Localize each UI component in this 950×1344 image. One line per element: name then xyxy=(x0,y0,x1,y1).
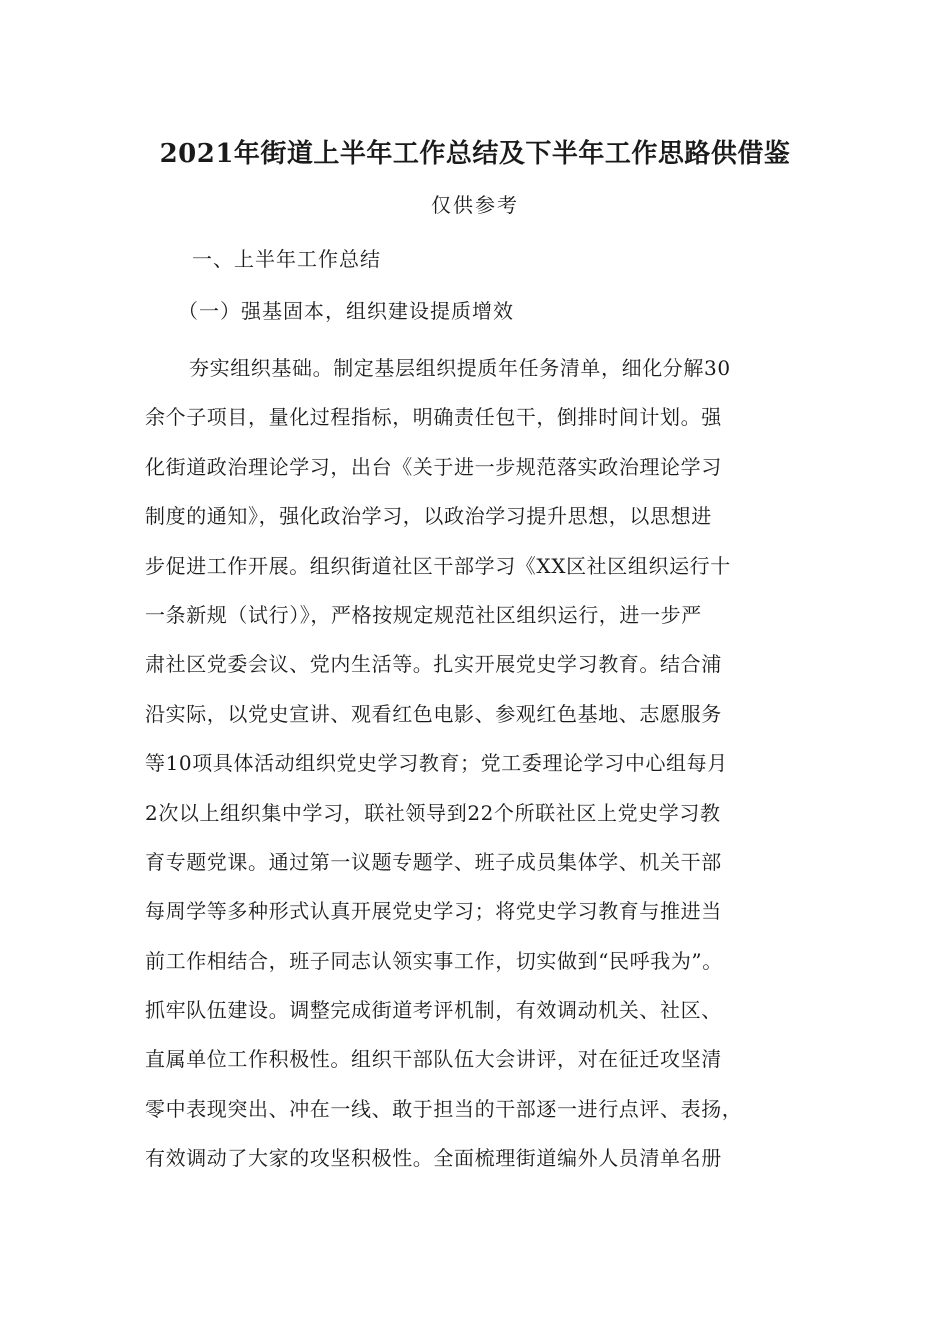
text-line: 沿实际，以党史宣讲、观看红色电影、参观红色基地、志愿服务 xyxy=(145,701,722,726)
text-line: 夯实组织基础。制定基层组织提质年任务清单，细化分解30 xyxy=(189,356,731,380)
body-text xyxy=(145,348,815,1188)
text-line: 2次以上组织集中学习，联社领导到22个所联社区上党史学习教 xyxy=(145,800,721,825)
text-line: 前工作相结合，班子同志认领实事工作，切实做到“民呼我为”。 xyxy=(145,948,723,973)
text-line: 有效调动了大家的攻坚积极性。全面梳理街道编外人员清单名册 xyxy=(145,1146,722,1171)
text-line: 肃社区党委会议、党内生活等。扎实开展党史学习教育。结合浦 xyxy=(145,652,722,677)
text-line: 制度的通知》，强化政治学习，以政治学习提升思想，以思想进 xyxy=(145,504,712,529)
text-line: 余个子项目，量化过程指标，明确责任包干，倒排时间计划。强 xyxy=(145,405,722,430)
text-line: 每周学等多种形式认真开展党史学习；将党史学习教育与推进当 xyxy=(145,899,722,924)
text-line: 一条新规（试行）》，严格按规定规范社区组织运行，进一步严 xyxy=(145,602,702,627)
text-line: 等10项具体活动组织党史学习教育；党工委理论学习中心组每月 xyxy=(145,751,728,776)
section-heading: 一、上半年工作总结 xyxy=(192,247,381,271)
text-line: 育专题党课。通过第一议题专题学、班子成员集体学、机关干部 xyxy=(145,849,722,874)
subsection-heading: （一）强基固本，组织建设提质增效 xyxy=(178,299,514,323)
text-line: 直属单位工作积极性。组织干部队伍大会讲评，对在征迁攻坚清 xyxy=(145,1047,722,1072)
text-line: 步促进工作开展。组织街道社区干部学习《XX区社区组织运行十 xyxy=(145,553,731,578)
document-subtitle: 仅供参考 xyxy=(431,193,519,217)
text-line: 零中表现突出、冲在一线、敢于担当的干部逐一进行点评、表扬， xyxy=(145,1096,743,1121)
text-line: 抓牢队伍建设。调整完成街道考评机制，有效调动机关、社区、 xyxy=(145,998,722,1023)
text-line: 化街道政治理论学习，出台《关于进一步规范落实政治理论学习 xyxy=(145,454,722,479)
document-title: 2021年街道上半年工作总结及下半年工作思路供借鉴 xyxy=(159,139,791,169)
